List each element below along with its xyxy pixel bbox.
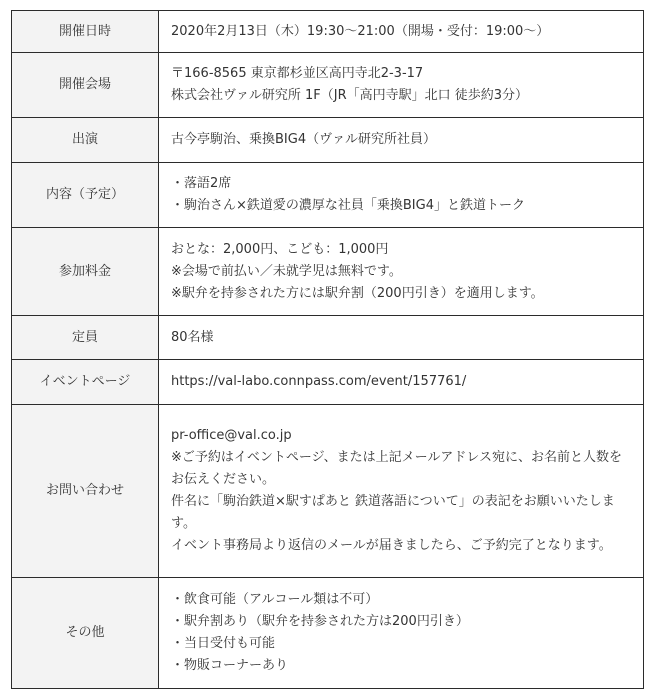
row-venue xyxy=(12,53,644,118)
row-label: お問い合わせ xyxy=(12,405,159,578)
row-value xyxy=(159,11,644,53)
other-item: ・物販コーナーあり xyxy=(171,658,289,673)
row-label: その他 xyxy=(12,578,159,689)
row-contact xyxy=(12,405,644,578)
row-value xyxy=(159,316,644,360)
contact-note: イベント事務局より返信のメールが届きましたら、ご予約完了となります。 xyxy=(171,538,612,553)
row-fee xyxy=(12,228,644,316)
fee-note: ※駅弁を持参された方には駅弁割（200円引き）を適用します。 xyxy=(171,285,544,301)
row-program xyxy=(12,163,644,228)
row-value xyxy=(159,228,644,316)
venue-address: 〒166-8565 東京都杉並区高円寺北2-3-17 xyxy=(171,66,424,81)
row-event-page xyxy=(12,360,644,405)
other-item: ・当日受付も可能 xyxy=(171,636,276,651)
contact-note: 件名に「駒治鉄道×駅すぱあと 鉄道落語について」の表記をお願いいたします。 xyxy=(171,494,615,531)
row-value xyxy=(159,118,644,163)
row-value xyxy=(159,405,644,578)
performers-text: 古今亭駒治、乗換BIG4（ヴァル研究所社員） xyxy=(171,132,436,147)
row-label: 参加料金 xyxy=(12,228,159,316)
row-value xyxy=(159,578,644,689)
other-item: ・飲食可能（アルコール類は不可） xyxy=(171,592,379,607)
other-item: ・駅弁割あり（駅弁を持参された方は200円引き） xyxy=(171,614,469,629)
row-capacity xyxy=(12,316,644,360)
row-label: 開催日時 xyxy=(12,11,159,53)
venue-name: 株式会社ヴァル研究所 1F（JR「高円寺駅」北口 徒歩約3分） xyxy=(171,88,529,103)
fee-note: ※会場で前払い／未就学児は無料です。 xyxy=(171,263,402,279)
row-label: 定員 xyxy=(12,316,159,360)
row-label: イベントページ xyxy=(12,360,159,405)
capacity-text: 80名様 xyxy=(171,329,214,345)
date-text: 2020年2月13日（木）19:30〜21:00（開場・受付：19:00〜） xyxy=(171,23,550,39)
row-other xyxy=(12,578,644,689)
contact-email[interactable]: pr-office@val.co.jp xyxy=(171,428,292,443)
row-label: 内容（予定） xyxy=(12,163,159,228)
row-value xyxy=(159,360,644,405)
event-page-link[interactable]: https://val-labo.connpass.com/event/157761/ xyxy=(171,374,467,389)
row-label: 出演 xyxy=(12,118,159,163)
row-label: 開催会場 xyxy=(12,53,159,118)
row-performers xyxy=(12,118,644,163)
program-item: ・落語2席 xyxy=(171,176,232,191)
contact-note: ※ご予約はイベントページ、または上記メールアドレス宛に、お名前と人数をお伝えください。 xyxy=(171,450,622,487)
row-value xyxy=(159,53,644,118)
row-value xyxy=(159,163,644,228)
row-date xyxy=(12,11,644,53)
program-item: ・駒治さん×鉄道愛の濃厚な社員「乗換BIG4」と鉄道トーク xyxy=(171,198,525,213)
fee-text: おとな：2,000円、こども：1,000円 xyxy=(171,241,389,257)
event-info-table xyxy=(11,10,644,689)
